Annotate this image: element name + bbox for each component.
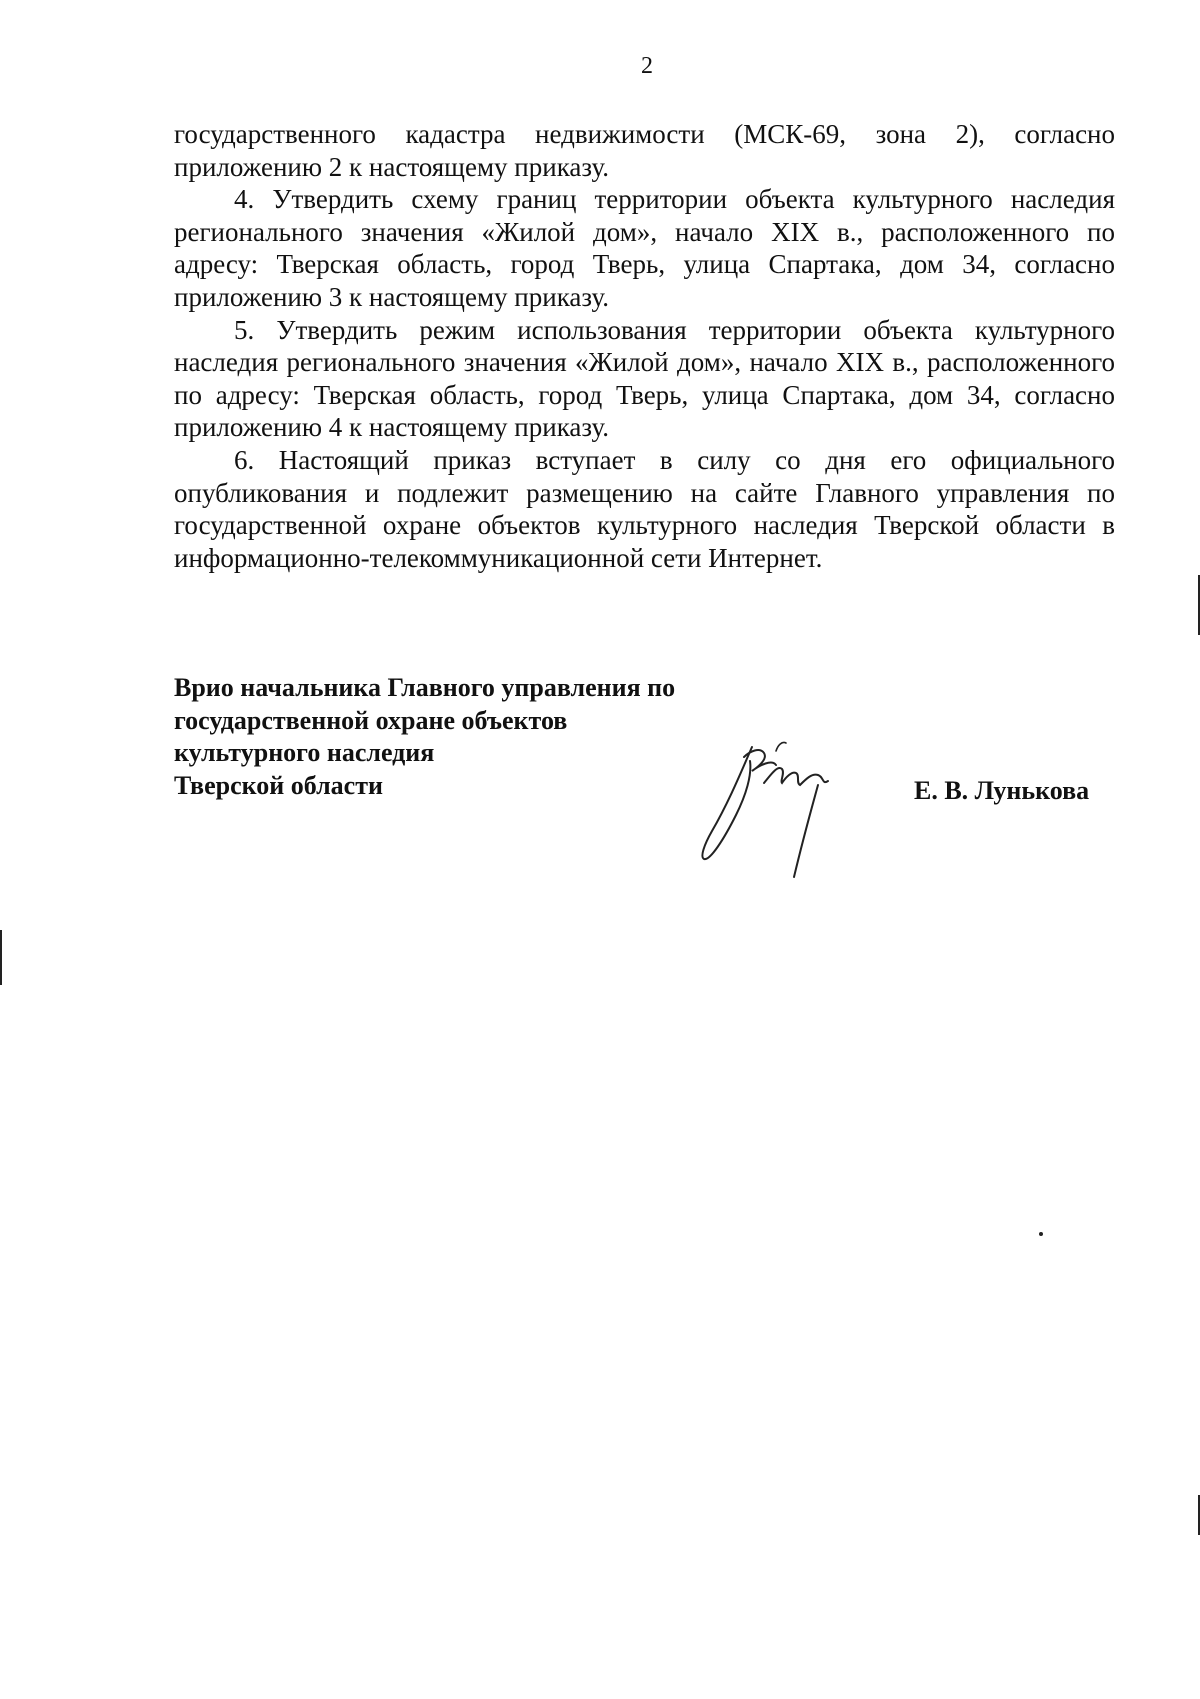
- signatory-position-line: государственной охране объектов: [174, 705, 568, 735]
- paragraph-item-5: 5. Утвердить режим использования территории объекта культурного наследия регионального значения «Жилой дом», начало XIX в., расположенного по адресу: Тверская область, город Тверь, улица Спартака, дом 34, согласно приложению 4 к настоящему приказу.: [174, 314, 1115, 443]
- signatory-name: Е. В. Лунькова: [914, 776, 1090, 805]
- page-number: 2: [641, 53, 653, 79]
- signatory-position-line: Врио начальника Главного управления по: [174, 673, 676, 702]
- paragraph-item-4: 4. Утвердить схему границ территории объекта культурного наследия регионального значения «Жилой дом», начало XIX в., расположенного по адресу: Тверская область, город Тверь, улица Спартака, дом 34, согласно приложению 3 к настоящему приказу.: [174, 184, 1115, 312]
- handwritten-signature-icon: [690, 735, 870, 885]
- paragraph-item-6: 6. Настоящий приказ вступает в силу со дня его официального опубликования и подлежит размещению на сайте Главного управления по государственной охране объектов культурного наследия Тверской области в информационно-телекоммуникационной сети Интернет.: [174, 444, 1115, 573]
- document-body: [174, 118, 1115, 574]
- scan-artifact: [0, 930, 2, 985]
- scan-artifact: [1039, 1232, 1043, 1236]
- paragraph-continuation: государственного кадастра недвижимости (МСК-69, зона 2), согласно приложению 2 к настоящему приказу.: [174, 119, 1115, 182]
- signatory-position-line: культурного наследия: [174, 738, 435, 767]
- signatory-position-line: Тверской области: [174, 770, 383, 800]
